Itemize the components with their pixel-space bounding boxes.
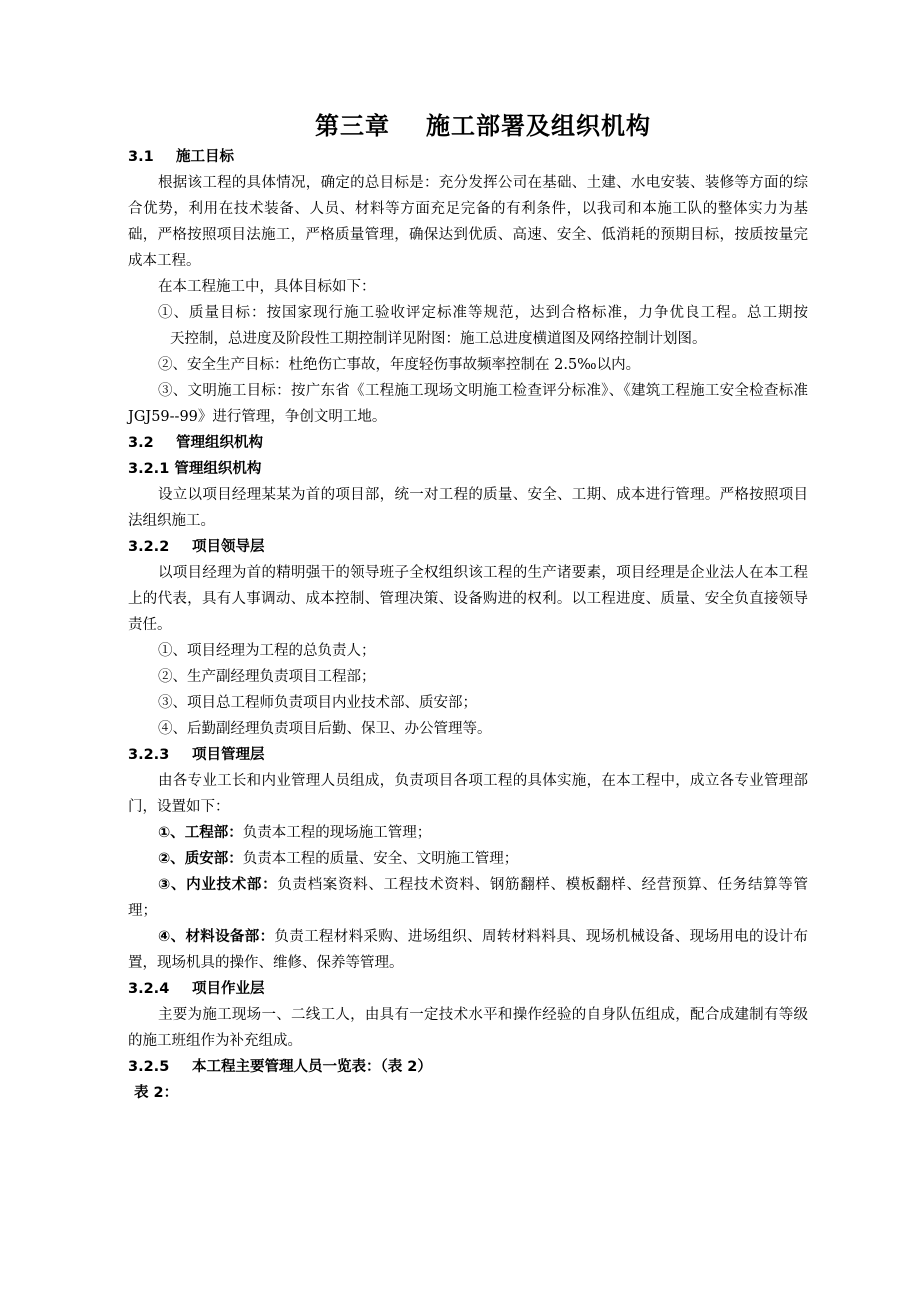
section-3-1-paragraph-2: 在本工程施工中，具体目标如下： [158, 279, 376, 295]
section-3-2-3-heading: 3.2.3 项目管理层 [128, 747, 265, 763]
list-item: ③、项目总工程师负责项目内业技术部、质安部； [158, 695, 477, 711]
list-item: ①、工程部：负责本工程的现场施工管理； [158, 825, 432, 841]
section-3-2-4-paragraph: 主要为施工现场一、二线工人，由具有一定技术水平和操作经验的自身队伍组成，配合成建制有等级的施工班组作为补充组成。 [128, 1007, 808, 1049]
section-3-2-4-heading: 3.2.4 项目作业层 [128, 981, 265, 997]
list-item: ②、质安部：负责本工程的质量、安全、文明施工管理； [158, 851, 519, 867]
section-3-1-paragraph-1: 根据该工程的具体情况，确定的总目标是：充分发挥公司在基础、土建、水电安装、装修等方面的综合优势，利用在技术装备、人员、材料等方面充足完备的有利条件，以我司和本施工队的整体实力为基础，严格按照项目法施工，严格质量管理，确保达到优质、高速、安全、低消耗的预期目标，按质按量完成本工程。 [128, 175, 808, 269]
list-item: ②、生产副经理负责项目工程部； [158, 669, 376, 685]
chapter-name: 施工部署及组织机构 [426, 112, 651, 140]
document-page [128, 108, 808, 1106]
list-item: ④、后勤副经理负责项目后勤、保卫、办公管理等。 [158, 721, 492, 737]
goal-civilized: ③、文明施工目标：按广东省《工程施工现场文明施工检查评分标准》、《建筑工程施工安全检查标准 JGJ59--99》进行管理，争创文明工地。 [128, 383, 808, 425]
section-3-2-2-heading: 3.2.2 项目领导层 [128, 539, 265, 555]
list-item: ④、材料设备部：负责工程材料采购、进场组织、周转材料料具、现场机械设备、现场用电的设计布置，现场机具的操作、维修、保养等管理。 [128, 929, 808, 971]
section-3-2-2-paragraph: 以项目经理为首的精明强干的领导班子全权组织该工程的生产诸要素，项目经理是企业法人在本工程上的代表，具有人事调动、成本控制、管理决策、设备购进的权利。以工程进度、质量、安全负直接领导责任。 [128, 565, 808, 633]
table-label: 表 2： [134, 1085, 179, 1101]
chapter-title [128, 108, 808, 144]
section-3-2-1-paragraph: 设立以项目经理某某为首的项目部，统一对工程的质量、安全、工期、成本进行管理。严格按照项目法组织施工。 [128, 487, 808, 529]
list-item: ①、项目经理为工程的总负责人； [158, 643, 376, 659]
list-item: ③、内业技术部：负责档案资料、工程技术资料、钢筋翻样、模板翻样、经营预算、任务结算等管理； [128, 877, 808, 919]
section-3-1-heading: 3.1 施工目标 [128, 149, 234, 165]
section-3-2-heading: 3.2 管理组织机构 [128, 435, 263, 451]
section-3-2-5-heading: 3.2.5 本工程主要管理人员一览表：（表 2） [128, 1059, 432, 1075]
goal-quality: ①、质量目标：按国家现行施工验收评定标准等规范，达到合格标准，力争优良工程。总工期按天控制，总进度及阶段性工期控制详见附图：施工总进度横道图及网络控制计划图。 [158, 305, 808, 347]
goal-safety: ②、安全生产目标：杜绝伤亡事故，年度轻伤事故频率控制在 2.5‰以内。 [158, 357, 641, 373]
chapter-number: 第三章 [315, 112, 390, 140]
section-3-2-3-paragraph: 由各专业工长和内业管理人员组成，负责项目各项工程的具体实施，在本工程中，成立各专业管理部门，设置如下： [128, 773, 808, 815]
section-3-2-1-heading: 3.2.1 管理组织机构 [128, 461, 262, 477]
